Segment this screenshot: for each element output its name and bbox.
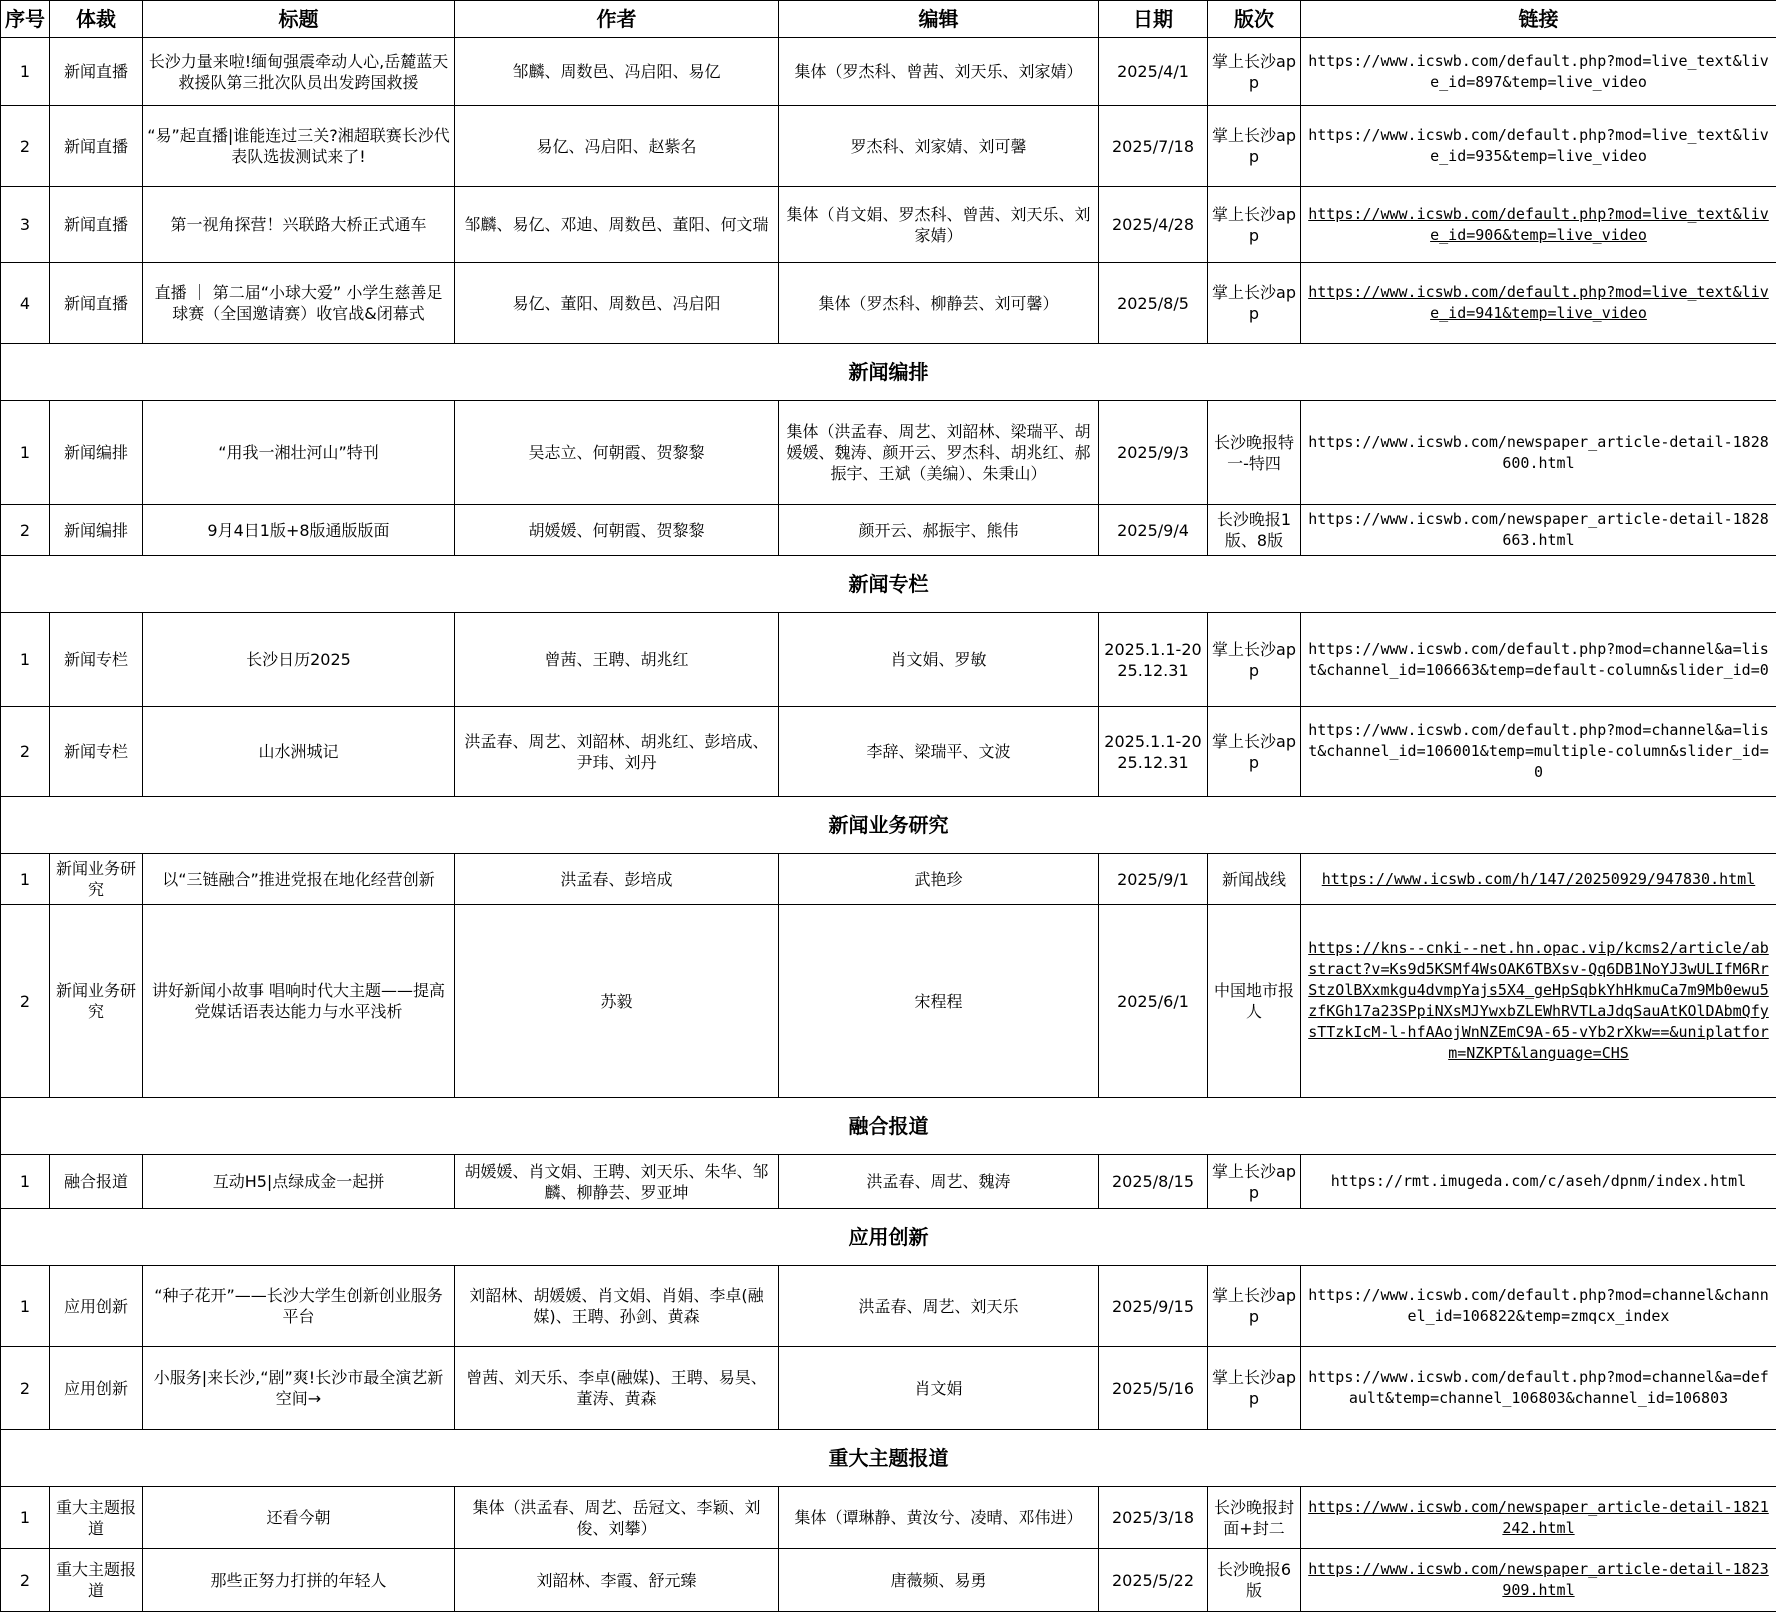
authors-cell: 吴志立、何朝霞、贺黎黎 xyxy=(455,401,779,505)
date-cell: 2025/8/5 xyxy=(1099,263,1208,344)
title-cell: 山水洲城记 xyxy=(143,707,455,797)
genre-cell: 重大主题报道 xyxy=(50,1487,143,1549)
table-body xyxy=(1,38,1776,1612)
edition-cell: 长沙晚报封面+封二 xyxy=(1208,1487,1301,1549)
table-row xyxy=(1,505,1776,556)
link-cell[interactable]: https://www.icswb.com/newspaper_article-detail-1823909.html xyxy=(1301,1549,1776,1612)
header-edition: 版次 xyxy=(1208,1,1301,38)
link-cell[interactable]: https://www.icswb.com/newspaper_article-detail-1821242.html xyxy=(1301,1487,1776,1549)
date-cell: 2025.1.1-2025.12.31 xyxy=(1099,707,1208,797)
header-row xyxy=(1,1,1776,38)
date-cell: 2025/9/15 xyxy=(1099,1266,1208,1347)
genre-cell: 融合报道 xyxy=(50,1155,143,1209)
row-number: 1 xyxy=(1,1155,50,1209)
edition-cell: 掌上长沙app xyxy=(1208,106,1301,187)
genre-cell: 新闻直播 xyxy=(50,106,143,187)
date-cell: 2025/4/1 xyxy=(1099,38,1208,106)
genre-cell: 新闻业务研究 xyxy=(50,905,143,1098)
section-title: 融合报道 xyxy=(1,1098,1776,1155)
editors-cell: 罗杰科、刘家婧、刘可馨 xyxy=(779,106,1099,187)
genre-cell: 新闻直播 xyxy=(50,187,143,263)
link-cell[interactable]: https://www.icswb.com/default.php?mod=channel&a=default&temp=channel_106803&channel_id=106803 xyxy=(1301,1347,1776,1430)
section-title: 新闻编排 xyxy=(1,344,1776,401)
link-cell[interactable]: https://www.icswb.com/default.php?mod=channel&a=list&channel_id=106001&temp=multiple-column&slider_id=0 xyxy=(1301,707,1776,797)
row-number: 2 xyxy=(1,106,50,187)
header-date: 日期 xyxy=(1099,1,1208,38)
date-cell: 2025/9/3 xyxy=(1099,401,1208,505)
genre-cell: 新闻专栏 xyxy=(50,613,143,707)
row-number: 1 xyxy=(1,38,50,106)
date-cell: 2025/5/16 xyxy=(1099,1347,1208,1430)
date-cell: 2025/9/4 xyxy=(1099,505,1208,556)
genre-cell: 新闻直播 xyxy=(50,263,143,344)
authors-cell: 胡媛媛、肖文娟、王聘、刘天乐、朱华、邹麟、柳静芸、罗亚坤 xyxy=(455,1155,779,1209)
section-title: 新闻业务研究 xyxy=(1,797,1776,854)
header-link: 链接 xyxy=(1301,1,1776,38)
editors-cell: 集体（肖文娟、罗杰科、曾茜、刘天乐、刘家婧） xyxy=(779,187,1099,263)
date-cell: 2025/5/22 xyxy=(1099,1549,1208,1612)
genre-cell: 新闻直播 xyxy=(50,38,143,106)
link-cell[interactable]: https://www.icswb.com/newspaper_article-detail-1828600.html xyxy=(1301,401,1776,505)
edition-cell: 掌上长沙app xyxy=(1208,1266,1301,1347)
editors-cell: 肖文娟 xyxy=(779,1347,1099,1430)
link-cell[interactable]: https://www.icswb.com/default.php?mod=live_text&live_id=935&temp=live_video xyxy=(1301,106,1776,187)
title-cell: 讲好新闻小故事 唱响时代大主题——提高党媒话语表达能力与水平浅析 xyxy=(143,905,455,1098)
link-cell[interactable]: https://www.icswb.com/default.php?mod=channel&a=list&channel_id=106663&temp=default-column&slider_id=0 xyxy=(1301,613,1776,707)
authors-cell: 易亿、冯启阳、赵紫名 xyxy=(455,106,779,187)
title-cell: 长沙力量来啦!缅甸强震牵动人心,岳麓蓝天救援队第三批次队员出发跨国救援 xyxy=(143,38,455,106)
authors-cell: 刘韶林、胡媛媛、肖文娟、肖娟、李卓(融媒)、王聘、孙剑、黄森 xyxy=(455,1266,779,1347)
date-cell: 2025/6/1 xyxy=(1099,905,1208,1098)
table-row xyxy=(1,1266,1776,1347)
section-title: 重大主题报道 xyxy=(1,1430,1776,1487)
authors-cell: 曾茜、刘天乐、李卓(融媒)、王聘、易昊、董涛、黄森 xyxy=(455,1347,779,1430)
genre-cell: 重大主题报道 xyxy=(50,1549,143,1612)
section-header-row xyxy=(1,556,1776,613)
title-cell: 直播 ｜ 第二届“小球大爱” 小学生慈善足球赛（全国邀请赛）收官战&闭幕式 xyxy=(143,263,455,344)
edition-cell: 掌上长沙app xyxy=(1208,707,1301,797)
table-row xyxy=(1,1347,1776,1430)
link-cell[interactable]: https://www.icswb.com/default.php?mod=channel&channel_id=106822&temp=zmqcx_index xyxy=(1301,1266,1776,1347)
link-cell[interactable]: https://www.icswb.com/default.php?mod=live_text&live_id=906&temp=live_video xyxy=(1301,187,1776,263)
section-header-row xyxy=(1,344,1776,401)
title-cell: 9月4日1版+8版通版版面 xyxy=(143,505,455,556)
link-cell[interactable]: https://rmt.imugeda.com/c/aseh/dpnm/index.html xyxy=(1301,1155,1776,1209)
row-number: 1 xyxy=(1,613,50,707)
section-header-row xyxy=(1,1209,1776,1266)
section-title: 应用创新 xyxy=(1,1209,1776,1266)
edition-cell: 掌上长沙app xyxy=(1208,187,1301,263)
editors-cell: 宋程程 xyxy=(779,905,1099,1098)
editors-cell: 唐薇频、易勇 xyxy=(779,1549,1099,1612)
date-cell: 2025.1.1-2025.12.31 xyxy=(1099,613,1208,707)
date-cell: 2025/9/1 xyxy=(1099,854,1208,905)
edition-cell: 新闻战线 xyxy=(1208,854,1301,905)
authors-cell: 曾茜、王聘、胡兆红 xyxy=(455,613,779,707)
header-genre: 体裁 xyxy=(50,1,143,38)
header-author: 作者 xyxy=(455,1,779,38)
authors-cell: 邹麟、周数邑、冯启阳、易亿 xyxy=(455,38,779,106)
link-cell[interactable]: https://www.icswb.com/default.php?mod=live_text&live_id=897&temp=live_video xyxy=(1301,38,1776,106)
link-cell[interactable]: https://www.icswb.com/h/147/20250929/947830.html xyxy=(1301,854,1776,905)
row-number: 2 xyxy=(1,1347,50,1430)
table-row xyxy=(1,187,1776,263)
row-number: 1 xyxy=(1,1266,50,1347)
edition-cell: 掌上长沙app xyxy=(1208,1347,1301,1430)
editors-cell: 李辞、梁瑞平、文波 xyxy=(779,707,1099,797)
title-cell: 还看今朝 xyxy=(143,1487,455,1549)
table-row xyxy=(1,707,1776,797)
row-number: 2 xyxy=(1,707,50,797)
genre-cell: 新闻编排 xyxy=(50,505,143,556)
row-number: 2 xyxy=(1,505,50,556)
table-row xyxy=(1,401,1776,505)
date-cell: 2025/3/18 xyxy=(1099,1487,1208,1549)
edition-cell: 掌上长沙app xyxy=(1208,38,1301,106)
editors-cell: 集体（罗杰科、曾茜、刘天乐、刘家婧） xyxy=(779,38,1099,106)
edition-cell: 中国地市报人 xyxy=(1208,905,1301,1098)
title-cell: 互动H5|点绿成金一起拼 xyxy=(143,1155,455,1209)
link-cell[interactable]: https://kns--cnki--net.hn.opac.vip/kcms2/article/abstract?v=Ks9d5KSMf4WsOAK6TBXsv-Qq6DB1NoYJ3wULIfM6RrStzOlBXxmkgu4dvmpYajs5X4_geHpSqbkYhHkmuCa7m9Mb0ewu5zfKGh17a23SPpiNXsMJYwxbZLEWhRVTLaJdqSauAtKOlDAbmQfysTTzkIcM-l-hfAAojWnNZEmC9A-65-vYb2rXkw==&uniplatform=NZKPT&language=CHS xyxy=(1301,905,1776,1098)
title-cell: “用我一湘壮河山”特刊 xyxy=(143,401,455,505)
row-number: 4 xyxy=(1,263,50,344)
genre-cell: 新闻专栏 xyxy=(50,707,143,797)
edition-cell: 掌上长沙app xyxy=(1208,263,1301,344)
editors-cell: 洪孟春、周艺、刘天乐 xyxy=(779,1266,1099,1347)
row-number: 1 xyxy=(1,854,50,905)
edition-cell: 长沙晚报1版、8版 xyxy=(1208,505,1301,556)
title-cell: 长沙日历2025 xyxy=(143,613,455,707)
table-row xyxy=(1,905,1776,1098)
table-row xyxy=(1,1155,1776,1209)
link-cell[interactable]: https://www.icswb.com/default.php?mod=live_text&live_id=941&temp=live_video xyxy=(1301,263,1776,344)
section-title: 新闻专栏 xyxy=(1,556,1776,613)
editors-cell: 集体（洪孟春、周艺、刘韶林、梁瑞平、胡媛媛、魏涛、颜开云、罗杰科、胡兆红、郝振宇、王斌（美编）、朱秉山） xyxy=(779,401,1099,505)
table-row xyxy=(1,854,1776,905)
editors-cell: 洪孟春、周艺、魏涛 xyxy=(779,1155,1099,1209)
genre-cell: 新闻编排 xyxy=(50,401,143,505)
header-no: 序号 xyxy=(1,1,50,38)
row-number: 1 xyxy=(1,401,50,505)
table-row xyxy=(1,106,1776,187)
date-cell: 2025/7/18 xyxy=(1099,106,1208,187)
row-number: 1 xyxy=(1,1487,50,1549)
title-cell: 那些正努力打拼的年轻人 xyxy=(143,1549,455,1612)
authors-cell: 胡媛媛、何朝霞、贺黎黎 xyxy=(455,505,779,556)
editors-cell: 武艳珍 xyxy=(779,854,1099,905)
authors-cell: 集体（洪孟春、周艺、岳冠文、李颖、刘俊、刘攀） xyxy=(455,1487,779,1549)
title-cell: 小服务|来长沙,“剧”爽!长沙市最全演艺新空间→ xyxy=(143,1347,455,1430)
editors-cell: 集体（罗杰科、柳静芸、刘可馨） xyxy=(779,263,1099,344)
date-cell: 2025/4/28 xyxy=(1099,187,1208,263)
genre-cell: 新闻业务研究 xyxy=(50,854,143,905)
edition-cell: 长沙晚报特一-特四 xyxy=(1208,401,1301,505)
edition-cell: 长沙晚报6版 xyxy=(1208,1549,1301,1612)
edition-cell: 掌上长沙app xyxy=(1208,1155,1301,1209)
editors-cell: 肖文娟、罗敏 xyxy=(779,613,1099,707)
date-cell: 2025/8/15 xyxy=(1099,1155,1208,1209)
genre-cell: 应用创新 xyxy=(50,1347,143,1430)
header-title: 标题 xyxy=(143,1,455,38)
title-cell: “易”起直播|谁能连过三关?湘超联赛长沙代表队选拔测试来了! xyxy=(143,106,455,187)
link-cell[interactable]: https://www.icswb.com/newspaper_article-detail-1828663.html xyxy=(1301,505,1776,556)
section-header-row xyxy=(1,1430,1776,1487)
title-cell: 第一视角探营！兴联路大桥正式通车 xyxy=(143,187,455,263)
table-row xyxy=(1,1549,1776,1612)
edition-cell: 掌上长沙app xyxy=(1208,613,1301,707)
authors-cell: 洪孟春、周艺、刘韶林、胡兆红、彭培成、尹玮、刘丹 xyxy=(455,707,779,797)
editors-cell: 颜开云、郝振宇、熊伟 xyxy=(779,505,1099,556)
table-row xyxy=(1,1487,1776,1549)
authors-cell: 邹麟、易亿、邓迪、周数邑、董阳、何文瑞 xyxy=(455,187,779,263)
row-number: 2 xyxy=(1,1549,50,1612)
editors-cell: 集体（谭琳静、黄汝兮、凌晴、邓伟进） xyxy=(779,1487,1099,1549)
section-header-row xyxy=(1,797,1776,854)
section-header-row xyxy=(1,1098,1776,1155)
table-row xyxy=(1,613,1776,707)
authors-cell: 洪孟春、彭培成 xyxy=(455,854,779,905)
authors-cell: 刘韶林、李霞、舒元臻 xyxy=(455,1549,779,1612)
title-cell: 以“三链融合”推进党报在地化经营创新 xyxy=(143,854,455,905)
authors-cell: 易亿、董阳、周数邑、冯启阳 xyxy=(455,263,779,344)
title-cell: “种子花开”——长沙大学生创新创业服务平台 xyxy=(143,1266,455,1347)
row-number: 2 xyxy=(1,905,50,1098)
table-row xyxy=(1,263,1776,344)
row-number: 3 xyxy=(1,187,50,263)
table-row xyxy=(1,38,1776,106)
authors-cell: 苏毅 xyxy=(455,905,779,1098)
header-editor: 编辑 xyxy=(779,1,1099,38)
genre-cell: 应用创新 xyxy=(50,1266,143,1347)
